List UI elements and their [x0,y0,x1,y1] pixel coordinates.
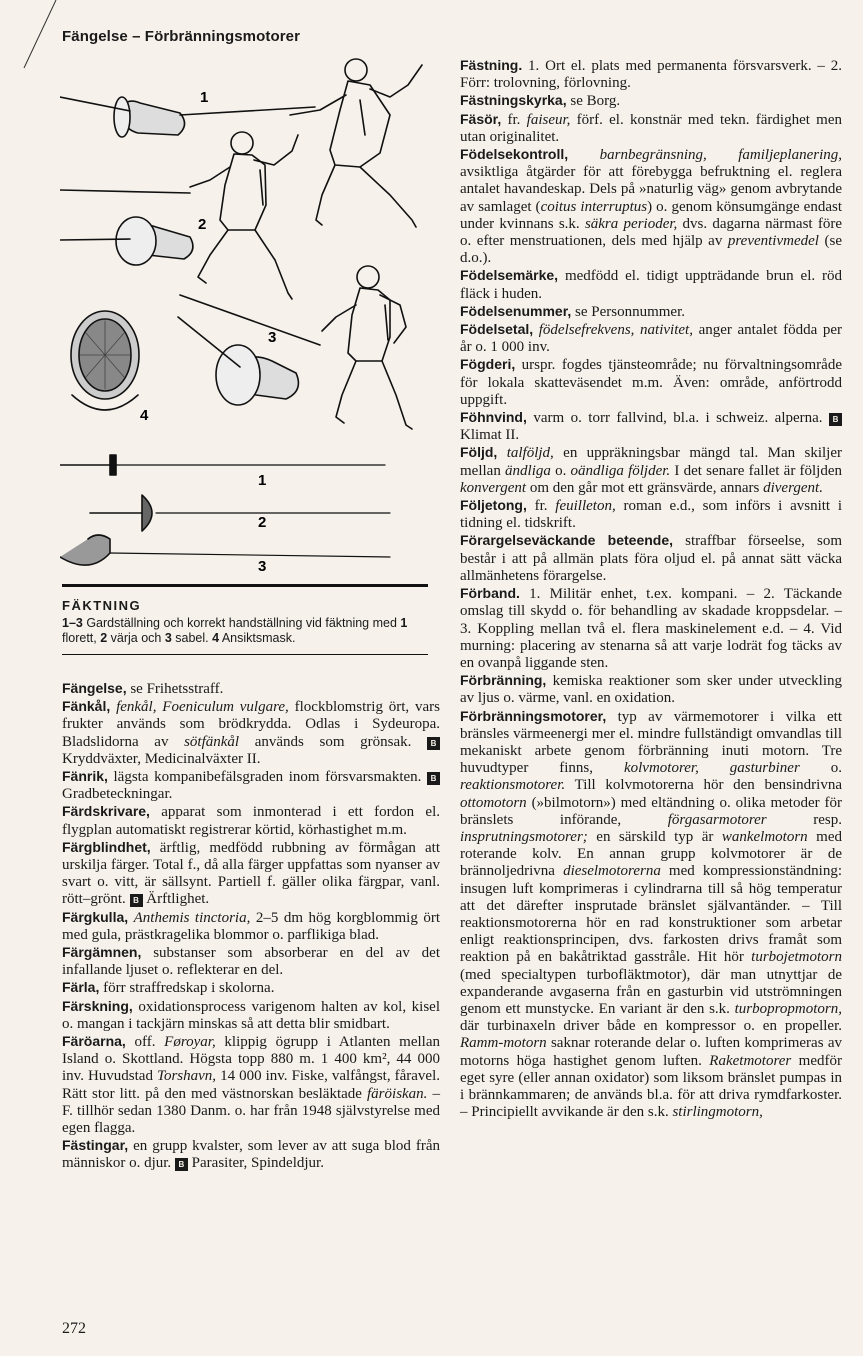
picture-reference-icon: B [427,772,440,785]
entry-headword: Fästingar, [62,1137,129,1154]
entry-italic: fenkål, Foeniculum vulgare, [116,699,289,716]
dictionary-entry [62,944,440,979]
right-column [460,57,842,1121]
page-number: 272 [62,1320,86,1337]
epee-blade [90,495,390,531]
entry-text: o. [550,462,571,479]
entry-headword: Förbränningsmotorer, [460,707,607,724]
fig-label-2: 2 [198,216,207,233]
caption-segment: Gardställning och korrekt handställning vid fäktning med [82,616,401,630]
figure-caption [62,616,428,646]
left-column [62,680,440,1173]
entry-text [568,147,600,163]
entry-text: flockblomstrig ört, vars frukter används som brödkrydda. Odlas i Sydeuropa. Bladslidorna av [62,699,440,750]
blade-label-1: 1 [258,472,267,489]
entry-text: Gradbeteckningar. [62,786,173,803]
entry-text: avsiktliga åtgärder för att förebygga befruktning el. reglera antalet havandeskap. Dels på »naturlig väg» genom avbrytande av samlaget ( [460,164,842,215]
entry-headword: Födelsekontroll, [460,146,569,163]
entry-text: Klimat II. [460,427,520,444]
entry-text: en grupp kvalster, som lever av att suga blod från människor o. djur. [62,1138,440,1172]
entry-italic: coitus interruptus [540,198,648,215]
entry-text: om den går mot ett gränsvärde, annars [526,479,764,496]
entry-italic: Raketmotorer [709,1052,792,1069]
entry-text: se Personnummer. [571,303,686,320]
entry-text: off. [125,1034,165,1051]
entry-text: med roterande kolv. En annan grupp kolvmotorer är de brännoljedrivna [460,828,842,880]
dictionary-entry [62,698,440,768]
dictionary-entry [460,111,842,146]
entry-italic: wankelmotorn [721,828,808,845]
dictionary-entry [460,672,842,707]
entry-text: saknar roterande delar o. luften komprimeras av motorns höga hastighet genom luften. [460,1035,842,1069]
fencer-3-figure [322,266,412,429]
entry-headword: Fänrik, [62,768,108,785]
entry-text: en uppräkningsbar mängd tal. Man skiljer mellan [460,445,843,479]
caption-segment: värja och [107,631,165,645]
entry-text: resp. [766,811,842,828]
dictionary-entry [460,532,842,585]
dictionary-entry [460,708,842,1122]
entry-headword: Fögderi, [460,356,516,373]
entry-italic: preventivmedel [727,233,819,250]
hand-epee [116,217,193,265]
dictionary-entry [460,585,842,672]
dictionary-entry [460,267,842,302]
dictionary-entry [460,409,842,444]
entry-italic: konvergent [460,479,527,496]
entry-italic: Anthemis tinctoria, [133,909,251,926]
entry-headword: Färgämnen, [62,944,142,961]
entry-text: urspr. fogdes tjänsteområde; nu förvaltningsområde för lokala skatteväsendet m.m. Även: område, anförtrodd uppgift. [460,357,842,408]
dictionary-entry [62,680,440,698]
entry-text: används som grönsak. [239,733,427,750]
entry-italic: Torshavn, [156,1068,217,1085]
entry-text: fr. [526,498,556,515]
dictionary-entry [62,839,440,909]
fencer-1-figure [290,59,422,227]
entry-italic: ändliga [505,462,551,479]
entry-italic: stirlingmotorn, [672,1104,763,1121]
entry-headword: Färskning, [62,997,133,1014]
picture-reference-icon: B [829,413,842,426]
dictionary-entry [62,768,440,803]
entry-italic: födelsefrekvens, nativitet, [538,322,693,339]
caption-segment: florett, [62,631,101,645]
entry-headword: Förband. [460,585,520,602]
entry-text: med kompressionständning: insugen luft komprimeras i cylindrarna till så hög temperatur att det därefter insprutade bränslet självantänder. – Till reaktionsmotorerna hör en rad konstruktioner som arbetar enligt reaktionsprincipen, dvs. farkosten drivs framåt som reaktion på en bakåtriktad gasstråle. Hit hör [460,863,842,966]
entry-italic: Ramm-motorn [460,1035,547,1052]
entry-text: 1. Ort el. plats med permanenta försvarsverk. – 2. Förr: trolovning, förlovning. [460,58,842,92]
dictionary-entry [460,321,842,356]
fig-label-1: 1 [200,89,209,106]
caption-segment: 4 [212,631,220,645]
fig-label-4: 4 [140,407,149,424]
picture-reference-icon: B [175,1158,188,1171]
entry-text: se Borg. [566,93,621,110]
entry-text: klippig ögrupp i Atlanten mellan Island o. Skottland. Högsta topp 880 m. 1 400 km², 44 000 inv. Huvudstad [62,1034,440,1085]
entry-headword: Föhnvind, [460,409,527,426]
entry-text: Ärftlighet. [142,891,210,908]
dictionary-entry [460,146,842,267]
entry-text: kemiska reaktioner som sker under utveckling av ljus o. värme, vanl. en oxidation. [460,673,842,707]
entry-headword: Färla, [62,979,100,996]
fencing-illustration [60,55,430,580]
entry-text: apparat som inmonterad i ett fordon el. flygplan automatiskt registrerar körtid, körhastighet m.m. [62,804,440,838]
dictionary-entry [460,92,842,110]
entry-text: 2–5 dm hög korgblommig ört med gula, prästkragelika blommor o. parflikiga blad. [62,909,440,943]
entry-text: 1. Militär enhet, t.ex. kompani. – 2. Täckande omslag till skydd o. för behandling av skadade kroppsdelar. – 3. Koppling mellan två el. flera maskinelement e.d. – 4. Vid murning: placering av stenarna så att varje lodrät fog täcks av en ovanpå liggande sten. [460,586,842,671]
page-edge-line [18,0,58,70]
figure-rule-top [62,584,428,587]
entry-text: medför eget syre (eller annan oxidator) som liksom bränslet pumpas in i brännkammaren; de används bl.a. för att driva rymdfarkoster. – Principiellt avvikande är den s.k. [460,1052,842,1121]
dictionary-entry [460,303,842,321]
blade-label-2: 2 [258,514,267,531]
fencing-mask-figure [71,311,139,410]
entry-text: 14 000 inv. Fiske, valfångst, fåravel. Rätt stor litt. på den med västnorskan besläktade [62,1068,440,1102]
entry-italic: feuilleton, [555,498,616,515]
dictionary-entry [62,979,440,997]
entry-text: o. [799,760,842,777]
entry-italic: faiseur, [526,111,571,128]
entry-text: – F. tillhör sedan 1380 Danm. o. har från 1948 självstyrelse med egen flagga. [62,1085,440,1137]
entry-headword: Färgkulla, [62,908,129,925]
sabre-blade [60,535,390,565]
entry-text: substanser som absorberar en del av det infallande ljuset o. reflekterar en del. [62,945,440,979]
entry-headword: Förbränning, [460,672,547,689]
entry-italic: talföljd, [506,445,554,462]
entry-headword: Fänkål, [62,698,111,715]
caption-segment: 3 [164,631,172,645]
entry-text: Kryddväxter, Medicinalväxter II. [62,750,261,767]
caption-title: FÄKTNING [62,598,142,613]
entry-italic: turbopropmotorn, [734,1000,842,1017]
dictionary-entry [62,1033,440,1137]
entry-text: Till kolvmotorerna hör den bensindrivna [565,777,842,794]
entry-headword: Födelsemärke, [460,267,559,284]
entry-headword: Fästning. [460,57,523,73]
entry-italic: barnbegränsning, familjeplanering, [599,147,843,164]
entry-italic: kolvmotorer, gasturbiner [623,760,800,777]
caption-segment: sabel. [171,631,213,645]
entry-text: straffbar förseelse, som består i att på allmän plats föra oljud el. på annat sätt väcka allmänhetens förargelse. [460,533,842,584]
caption-segment: 1–3 [62,616,83,630]
entry-text: där turbinaxeln driver både en kompressor o. en propeller. [460,1018,842,1035]
entry-headword: Födelsetal, [460,321,534,338]
dictionary-entry [62,1137,440,1172]
entry-text: (se d.o.). [460,233,842,267]
entry-headword: Följetong, [460,497,527,514]
entry-italic: säkra perioder, [584,215,678,232]
dictionary-entry [460,356,842,409]
entry-text: roman e.d., som införs i avsnitt i tidning el. tidskrift. [460,498,842,532]
entry-headword: Färdskrivare, [62,803,150,820]
entry-italic: insprutningsmotorer; [460,828,588,845]
entry-italic: förgasarmotorer [667,811,767,828]
dictionary-entry [62,998,440,1033]
entry-text: förr straffredskap i skolorna. [99,980,275,997]
entry-text: typ av värmemotorer i vilka ett bränsles värmeenergi mer el. mindre fullständigt omvandlas till mekaniskt arbete genom förbränning inuti motorn. Tre huvudtyper finns, [460,708,842,777]
blade-label-3: 3 [258,558,267,575]
entry-text: fr. [501,111,527,128]
entry-italic: reaktionsmotorer. [460,777,566,794]
entry-text: lägsta kompanibefälsgraden inom försvarsmakten. [107,769,427,786]
entry-headword: Fäsör, [460,110,502,127]
dictionary-entry [460,57,842,92]
dictionary-entry [460,497,842,532]
picture-reference-icon: B [130,894,143,907]
entry-text: se Frihetsstraff. [126,681,224,697]
caption-segment: 2 [100,631,108,645]
entry-text: medfödd el. tidigt uppträdande brun el. röd fläck i huden. [460,268,842,302]
entry-headword: Födelsenummer, [460,302,572,319]
fig-label-3: 3 [268,329,277,346]
entry-headword: Färöarna, [62,1033,126,1050]
entry-text: ) o. genom könsumgänge endast under kvinnans s.k. [460,198,842,232]
entry-headword: Fängelse, [62,680,127,696]
entry-text: förf. el. konstnär med tekn. färdighet men utan originalitet. [460,111,842,145]
entry-italic: färöiskan. [367,1085,428,1102]
entry-text: anger antalet födda per år o. 1 000 inv. [460,322,843,356]
dictionary-entry [62,803,440,838]
entry-italic: Føroyar, [164,1034,216,1051]
figure-rule-bottom [62,654,428,655]
entry-text: varm o. torr fallvind, bl.a. i schweiz. alperna. [526,410,829,427]
entry-headword: Färgblindhet, [62,838,151,855]
entry-text: (med specialtypen turbofläktmotor), där man utnyttjar de expanderande avgaserna från en gasturbin vid utströmningen genom ett munstycke. En variant är den s.k. [460,966,842,1017]
entry-italic: oändliga följder. [570,462,671,479]
entry-headword: Förargelseväckande beteende, [460,532,674,549]
entry-italic: divergent. [763,479,823,496]
entry-italic: dieselmotorerna [563,863,661,880]
picture-reference-icon: B [427,737,440,750]
running-head: Fängelse – Förbränningsmotorer [62,28,301,45]
foil-blade [60,455,385,475]
caption-segment: 1 [400,616,408,630]
entry-text: en särskild typ är [587,828,722,845]
entry-text: (»bilmotorn») med eltändning o. olika metoder för bränslets införande, [460,794,842,828]
entry-italic: sötfänkål [184,733,240,750]
entry-text: ärftlig, medfödd rubbning av förmågan att urskilja färger. Total f., då alla färger uppfattas som nyanser av svart o. vitt, är sällsynt. Partiell f. gäller olika färgpar, vanl. rött–grönt. [62,839,440,908]
entry-text: oxidationsprocess varigenom halten av kol, kisel o. mangan i tackjärn minskas så att detta blir smidbart. [62,998,440,1032]
entry-text [497,445,506,461]
hand-sabre [216,345,298,405]
entry-text: dvs. dagarna närmast före o. efter menstruationen, dels med hjälp av [460,215,843,250]
entry-italic: ottomotorn [460,794,527,811]
dictionary-entry [62,909,440,944]
entry-text: I det senare fallet är följden [670,462,843,479]
entry-text: Parasiter, Spindeldjur. [187,1155,324,1172]
entry-italic: turbojetmotorn [751,949,842,966]
caption-segment: Ansiktsmask. [219,631,296,645]
entry-headword: Fästningskyrka, [460,92,567,109]
entry-headword: Följd, [460,444,498,461]
dictionary-entry [460,444,842,497]
hand-foil [114,97,185,137]
